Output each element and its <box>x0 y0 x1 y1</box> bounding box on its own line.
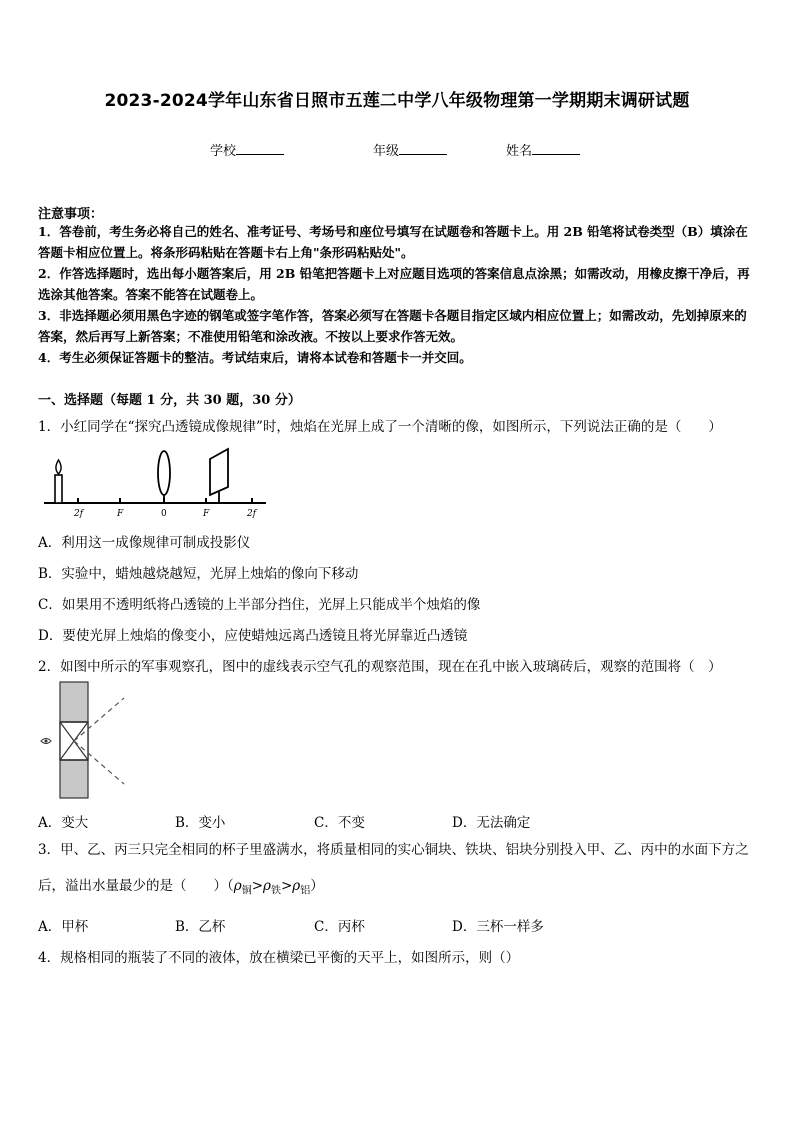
grade-field: 年级 <box>373 140 447 159</box>
note-item: 2．作答选择题时，选出每小题答案后，用 2B 铅笔把答题卡上对应题目选项的答案信息点涂黑；如需改动，用橡皮擦干净后，再选涂其他答案。答案不能答在试题卷上。 <box>38 266 750 302</box>
q2-stem: 2．如图中所示的军事观察孔，图中的虚线表示空气孔的观察范围，现在在孔中嵌入玻璃砖后，观察的范围将（ ） <box>38 659 722 675</box>
notes <box>38 221 758 368</box>
q3-option-a: A．甲杯 <box>38 919 89 935</box>
q1-stem: 1．小红同学在“探究凸透镜成像规律”时，烛焰在光屏上成了一个清晰的像，如图所示，下列说法正确的是（ ） <box>38 419 722 435</box>
q1-option-b: B．实验中，蜡烛越烧越短，光屏上烛焰的像向下移动 <box>38 566 359 582</box>
q2-observation-hole-figure <box>38 680 158 805</box>
note-item: 1．答卷前，考生务必将自己的姓名、准考证号、考场号和座位号填写在试题卷和答题卡上。用 2B 铅笔将试卷类型（B）填涂在答题卡相应位置上。将条形码粘贴在答题卡右上角"条形码粘贴处"。 <box>38 224 748 260</box>
q3-option-d: D．三杯一样多 <box>452 919 544 935</box>
q4-stem: 4．规格相同的瓶装了不同的液体，放在横梁已平衡的天平上，如图所示，则（） <box>38 950 520 966</box>
section-heading: 一、选择题（每题 1 分，共 30 题，30 分） <box>38 393 301 408</box>
note-item: 4．考生必须保证答题卡的整洁。考试结束后，请将本试卷和答题卡一并交回。 <box>38 350 472 365</box>
screen-icon <box>210 449 228 503</box>
q3-option-c: C．丙杯 <box>314 919 365 935</box>
q3-stem: 3．甲、乙、丙三只完全相同的杯子里盛满水，将质量相同的实心铜块、铁块、铝块分别投入甲、乙、丙中的水面下方之后，溢出水量最少的是（ ）$(\rho_铜>\rho_铁>\rho_铝)$ <box>38 842 749 897</box>
q2-option-a: A．变大 <box>38 815 89 831</box>
tick-label: F <box>203 509 210 519</box>
q2-option-c: C．不变 <box>314 815 365 831</box>
tick-label: 2f <box>74 509 84 519</box>
q1-optical-bench-figure <box>38 445 273 520</box>
q1-option-d: D．要使光屏上烛焰的像变小，应使蜡烛远离凸透镜且将光屏靠近凸透镜 <box>38 628 468 644</box>
page-title: 2023-2024学年山东省日照市五莲二中学八年级物理第一学期期末调研试题 <box>104 91 690 111</box>
name-field: 姓名 <box>506 140 580 159</box>
tick-label: 2f <box>247 509 257 519</box>
q1-option-c: C．如果用不透明纸将凸透镜的上半部分挡住，光屏上只能成半个烛焰的像 <box>38 597 481 613</box>
q2-option-d: D．无法确定 <box>452 815 531 831</box>
note-item: 3．非选择题必须用黑色字迹的钢笔或签字笔作答，答案必须写在答题卡各题目指定区域内相应位置上；如需改动，先划掉原来的答案，然后再写上新答案；不准使用铅笔和涂改液。不按以上要求作答无效。 <box>38 308 747 344</box>
q1-option-a: A．利用这一成像规律可制成投影仪 <box>38 535 251 551</box>
notes-heading: 注意事项： <box>38 207 104 222</box>
tick-label: F <box>117 509 124 519</box>
tick-label: 0 <box>161 509 167 519</box>
eye-icon <box>41 739 51 744</box>
q2-option-b: B．变小 <box>175 815 226 831</box>
lens-icon <box>158 451 170 503</box>
school-field: 学校 <box>210 140 284 159</box>
q3-option-b: B．乙杯 <box>175 919 226 935</box>
candle-icon <box>55 460 62 503</box>
